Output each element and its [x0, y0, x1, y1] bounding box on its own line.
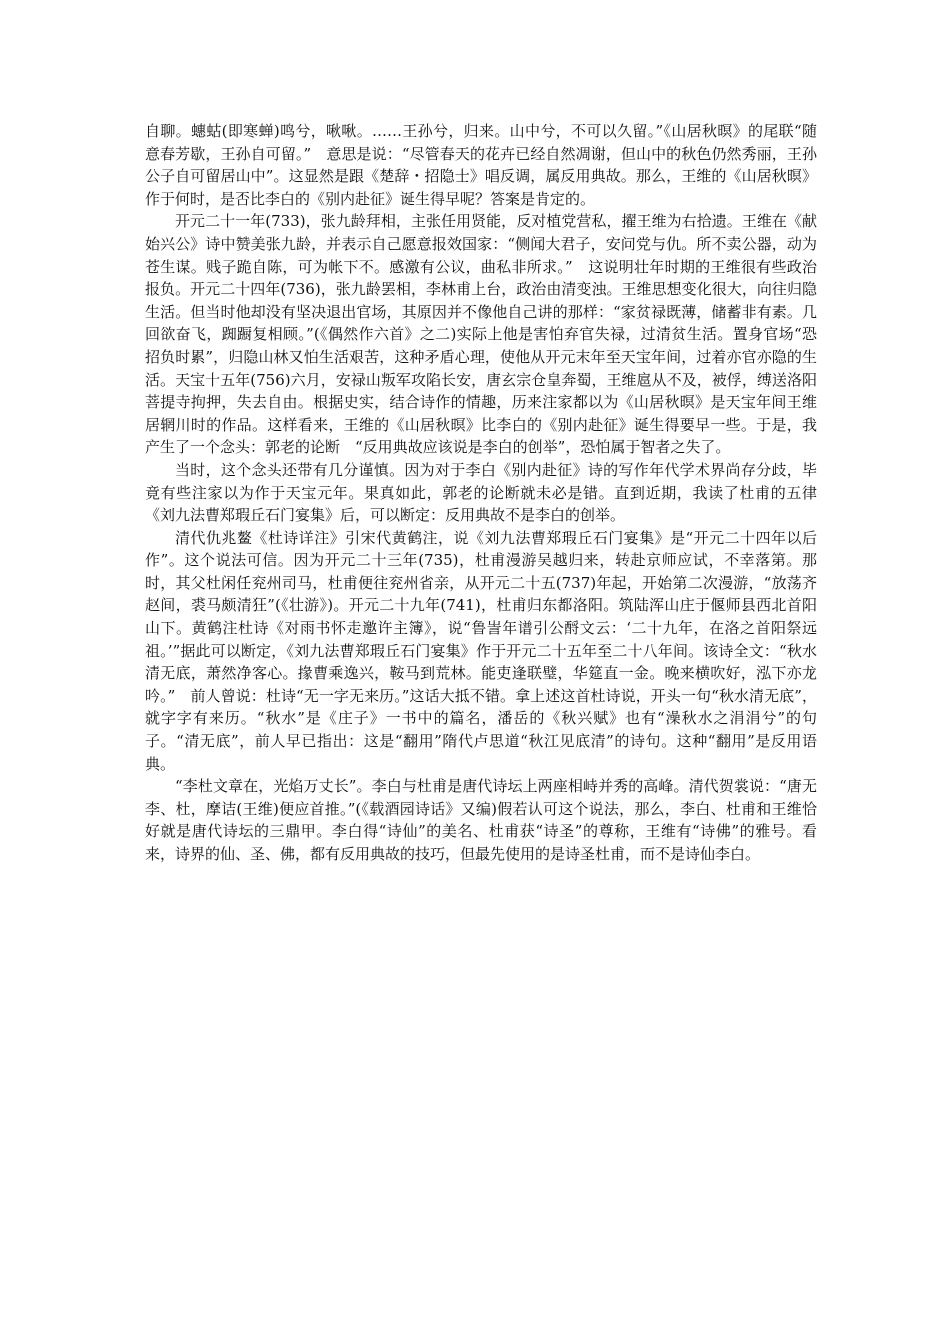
paragraph-3: 当时，这个念头还带有几分谨慎。因为对于李白《别内赴征》诗的写作年代学术界尚存分歧，毕竟有些注家以为作于天宝元年。果真如此，郭老的论断就未必是错。直到近期，我读了杜甫的五律《刘九法曹郑瑕丘石门宴集》后，可以断定：反用典故不是李白的创举。 — [145, 460, 817, 525]
document-body — [145, 120, 817, 866]
paragraph-1: 自聊。蟪蛄(即寒蝉)鸣兮，啾啾。……王孙兮，归来。山中兮，不可以久留。”《山居秋暝》的尾联“随意春芳歇，王孙自可留。” 意思是说：“尽管春天的花卉已经自然凋谢，但山中的秋色仍然秀丽，王孙公子自可留居山中”。这显然是跟《楚辞・招隐士》唱反调，属反用典故。那么，王维的《山居秋暝》作于何时，是否比李白的《别内赴征》诞生得早呢？答案是肯定的。 — [145, 122, 817, 208]
paragraph-4: 清代仇兆鳌《杜诗详注》引宋代黄鹤注，说《刘九法曹郑瑕丘石门宴集》是“开元二十四年以后作”。这个说法可信。因为开元二十三年(735)，杜甫漫游吴越归来，转赴京师应试，不幸落第。那时，其父杜闲任兖州司马，杜甫便往兖州省亲，从开元二十五(737)年起，开始第二次漫游，“放荡齐赵间，裘马颇清狂”(《壮游》)。开元二十九年(741)，杜甫归东都洛阳。筑陆浑山庄于偃师县西北首阳山下。黄鹤注杜诗《对雨书怀走邀许主簿》，说“鲁訔年谱引公酹文云：‘二十九年，在洛之首阳祭远祖。’”据此可以断定，《刘九法曹郑瑕丘石门宴集》作于开元二十五年至二十八年间。该诗全文：“秋水清无底，萧然净客心。掾曹乘逸兴，鞍马到荒林。能吏逢联璧，华筵直一金。晚来横吹好，泓下亦龙吟。” 前人曾说：杜诗“无一字无来历。”这话大抵不错。拿上述这首杜诗说，开头一句“秋水清无底”，就字字有来历。“秋水”是《庄子》一书中的篇名，潘岳的《秋兴赋》也有“澡秋水之涓涓兮”的句子。“清无底”，前人早已指出：这是“翻用”隋代卢思道“秋江见底清”的诗句。这种“翻用”是反用语典。 — [145, 528, 817, 773]
paragraph-5: “李杜文章在，光焰万丈长”。李白与杜甫是唐代诗坛上两座相峙并秀的高峰。清代贺裳说：“唐无李、杜，摩诘(王维)便应首推。”(《载酒园诗话》又编)假若认可这个说法，那么，李白、杜甫和王维恰好就是唐代诗坛的三鼎甲。李白得“诗仙”的美名、杜甫获“诗圣”的尊称，王维有“诗佛”的雅号。看来，诗界的仙、圣、佛，都有反用典故的技巧，但最先使用的是诗圣杜甫，而不是诗仙李白。 — [145, 777, 817, 863]
paragraph-2: 开元二十一年(733)，张九龄拜相，主张任用贤能，反对植党营私，擢王维为右拾遗。王维在《献始兴公》诗中赞美张九龄，并表示自己愿意报效国家：“侧闻大君子，安问党与仇。所不卖公器，动为苍生谋。贱子跪自陈，可为帐下不。感激有公议，曲私非所求。” 这说明壮年时期的王维很有些政治报负。开元二十四年(736)，张九龄罢相，李林甫上台，政治由清变浊。王维思想变化很大，向往归隐生活。但当时他却没有坚决退出官场，其原因并不像他自己讲的那样：“家贫禄既薄，储蓄非有素。几回欲奋飞，踟蹰复相顾。”(《偶然作六首》之二)实际上他是害怕弃官失禄，过清贫生活。置身官场“恐招负时累”，归隐山林又怕生活艰苦，这种矛盾心理，使他从开元末年至天宝年间，过着亦官亦隐的生活。天宝十五年(756)六月，安禄山叛军攻陷长安，唐玄宗仓皇奔蜀，王维扈从不及，被俘，缚送洛阳菩提寺拘押，失去自由。根据史实，结合诗作的情趣，历来注家都以为《山居秋暝》是天宝年间王维居辋川时的作品。这样看来，王维的《山居秋暝》比李白的《别内赴征》诞生得要早一些。于是，我产生了一个念头：郭老的论断 “反用典故应该说是李白的创举”，恐怕属于智者之失了。 — [145, 212, 817, 457]
